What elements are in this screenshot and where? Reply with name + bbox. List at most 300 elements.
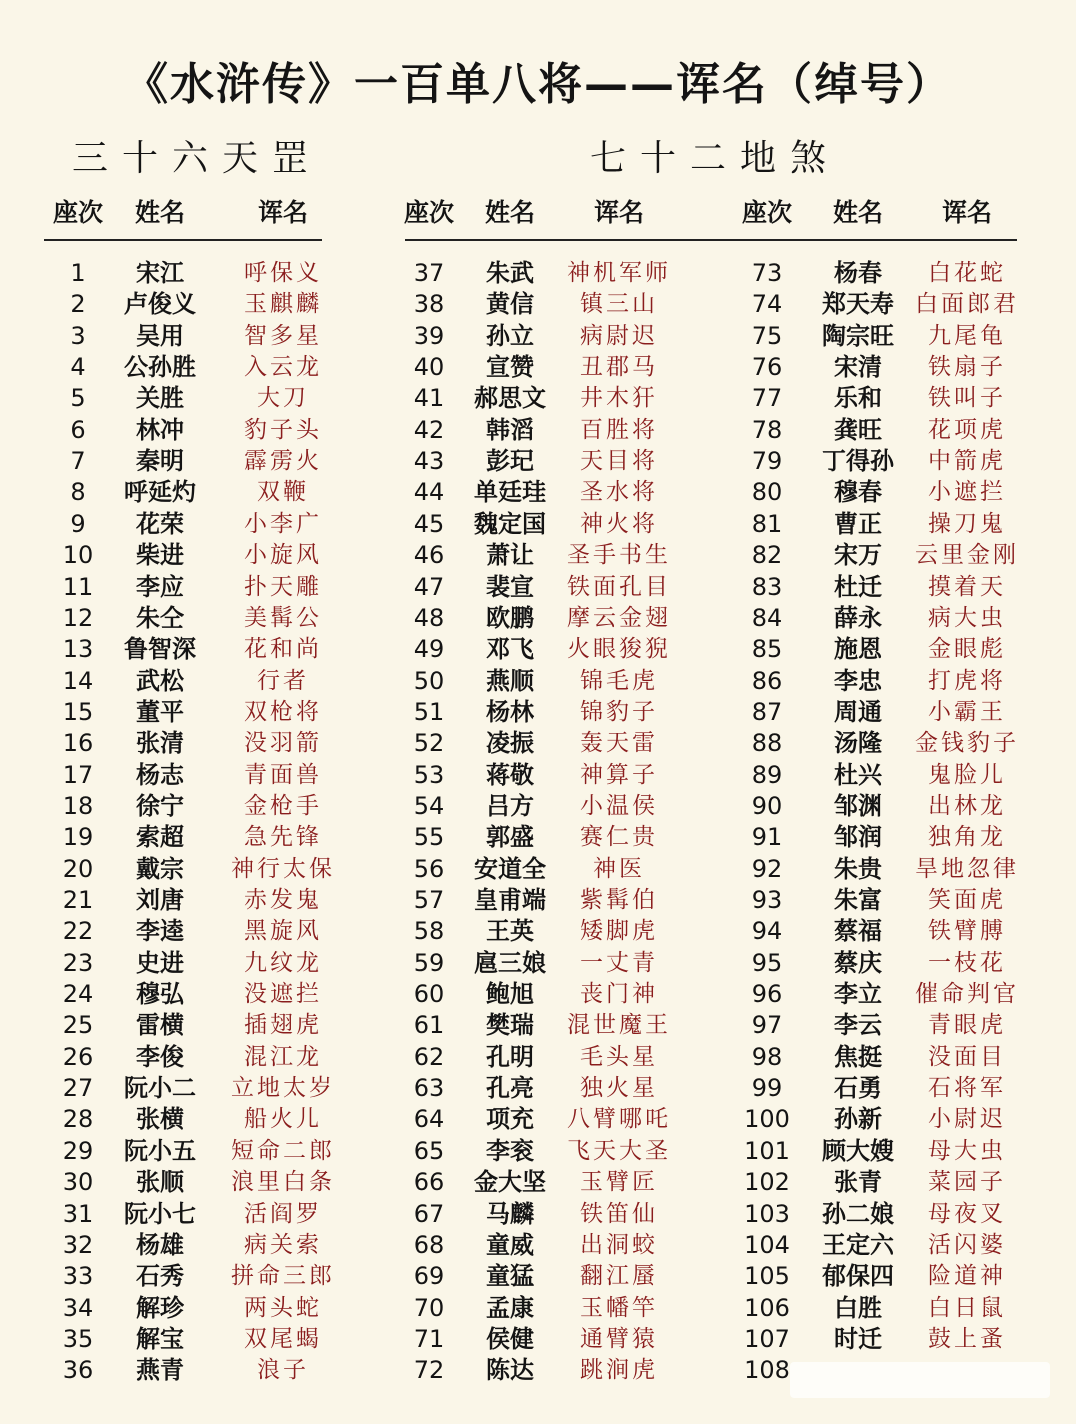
seat-number: 70 (413, 1293, 445, 1322)
hero-nickname: 独火星 (580, 1075, 658, 1102)
hero-name: 薛永 (834, 603, 882, 632)
seat-number: 36 (62, 1356, 94, 1385)
seat-number: 80 (751, 478, 783, 507)
seat-number: 79 (751, 447, 783, 476)
seat-number: 61 (413, 1011, 445, 1040)
hero-name: 索超 (136, 823, 184, 852)
seat-number: 4 (70, 353, 86, 382)
hero-nickname: 跳涧虎 (580, 1357, 658, 1384)
seat-number: 9 (70, 509, 86, 538)
hero-nickname: 金钱豹子 (915, 730, 1019, 757)
hero-name: 秦明 (136, 447, 184, 476)
hero-nickname: 活闪婆 (928, 1231, 1006, 1258)
hero-nickname: 小温侯 (580, 792, 658, 819)
hero-nickname: 小李广 (244, 510, 322, 537)
hero-nickname: 扑天雕 (244, 573, 322, 600)
seat-number: 60 (413, 980, 445, 1009)
hero-nickname: 呼保义 (244, 260, 322, 286)
hero-nickname: 丑郡马 (580, 354, 658, 381)
seat-number: 30 (62, 1168, 94, 1197)
hero-name: 李立 (834, 980, 882, 1009)
hero-name: 王定六 (822, 1230, 894, 1259)
hero-nickname: 浪子 (257, 1357, 309, 1384)
hero-nickname: 神算子 (580, 761, 658, 788)
seat-number: 32 (62, 1230, 94, 1259)
seat-number: 71 (413, 1324, 445, 1353)
seat-number: 15 (62, 697, 94, 726)
hero-name: 张清 (136, 729, 184, 758)
hero-name: 李衮 (486, 1136, 534, 1165)
hero-nickname: 短命二郎 (231, 1137, 335, 1164)
hero-name: 杨林 (486, 697, 534, 726)
hero-nickname: 紫髯伯 (580, 887, 658, 913)
hero-name: 公孙胜 (124, 353, 196, 382)
seat-number: 46 (413, 541, 445, 570)
seat-number: 2 (70, 290, 86, 319)
seat-number: 22 (62, 917, 94, 946)
seat-number: 33 (62, 1262, 94, 1291)
seat-number: 10 (62, 541, 94, 570)
hero-nickname: 云里金刚 (915, 542, 1019, 569)
hero-nickname: 铁扇子 (928, 354, 1006, 381)
hero-nickname: 金枪手 (244, 792, 322, 819)
seat-number: 108 (744, 1356, 790, 1385)
hero-name: 蔡福 (834, 917, 882, 946)
hero-name: 孙新 (834, 1105, 882, 1134)
hero-nickname: 飞天大圣 (567, 1137, 671, 1164)
seat-number: 47 (413, 572, 445, 601)
seat-number: 77 (751, 384, 783, 413)
hero-name: 呼延灼 (124, 478, 196, 507)
seat-number: 28 (62, 1105, 94, 1134)
hero-nickname: 打虎将 (928, 667, 1006, 694)
hero-nickname: 中箭虎 (928, 448, 1006, 475)
hero-name: 郑天寿 (822, 290, 894, 319)
hero-name: 孔明 (486, 1042, 534, 1071)
seat-number: 38 (413, 290, 445, 319)
seat-number: 3 (70, 321, 86, 350)
seat-number: 5 (70, 384, 86, 413)
seat-number: 45 (413, 509, 445, 538)
seat-number: 16 (62, 729, 94, 758)
hero-nickname: 旱地忽律 (915, 855, 1019, 882)
hero-name: 陈达 (486, 1356, 534, 1385)
hero-nickname: 病关索 (244, 1231, 322, 1258)
seat-number: 85 (751, 635, 783, 664)
hero-name: 金大坚 (474, 1168, 546, 1197)
hero-name: 萧让 (486, 541, 534, 570)
hero-name: 焦挺 (834, 1042, 882, 1071)
hero-nickname: 催命判官 (915, 981, 1019, 1008)
seat-number: 76 (751, 353, 783, 382)
hero-name: 郁保四 (822, 1262, 894, 1291)
seat-number: 56 (413, 854, 445, 883)
hero-name: 邓飞 (486, 635, 534, 664)
hero-name: 李逵 (136, 917, 184, 946)
hero-name: 白胜 (834, 1293, 882, 1322)
hero-nickname: 丧门神 (580, 981, 658, 1008)
header-seat: 座次 (52, 198, 104, 227)
seat-number: 65 (413, 1136, 445, 1165)
hero-nickname: 通臂猿 (580, 1325, 658, 1352)
hero-nickname: 锦毛虎 (580, 667, 658, 694)
watermark-overlay (790, 1362, 1050, 1398)
hero-nickname: 神行太保 (231, 855, 335, 882)
page-title: 《水浒传》一百单八将——诨名（绰号） (124, 59, 952, 110)
hero-nickname: 没面目 (928, 1043, 1006, 1070)
hero-name: 阮小七 (124, 1199, 196, 1228)
hero-name: 周通 (834, 697, 882, 726)
hero-nickname: 母夜叉 (928, 1200, 1006, 1227)
seat-number: 63 (413, 1074, 445, 1103)
hero-name: 顾大嫂 (822, 1136, 894, 1165)
hero-name: 杨雄 (136, 1230, 184, 1259)
hero-name: 凌振 (486, 729, 534, 758)
hero-name: 韩滔 (486, 415, 534, 444)
seat-number: 39 (413, 321, 445, 350)
hero-name: 安道全 (474, 854, 546, 883)
hero-name: 李应 (136, 572, 184, 601)
seat-number: 44 (413, 478, 445, 507)
hero-name: 吴用 (136, 321, 184, 350)
hero-nickname: 独角龙 (928, 824, 1006, 851)
hero-nickname: 黑旋风 (244, 918, 322, 945)
hero-nickname: 轰天雷 (580, 730, 658, 757)
hero-name: 解珍 (136, 1293, 184, 1322)
header-seat: 座次 (403, 198, 455, 227)
hero-name: 樊瑞 (486, 1011, 534, 1040)
seat-number: 95 (751, 948, 783, 977)
hero-nickname: 摩云金翅 (567, 604, 671, 631)
seat-number: 40 (413, 353, 445, 382)
hero-name: 李忠 (834, 666, 882, 695)
seat-number: 7 (70, 447, 86, 476)
hero-name: 汤隆 (834, 729, 882, 758)
header-divider-right (405, 239, 1017, 241)
hero-nickname: 铁叫子 (928, 385, 1006, 412)
section-heading-tiangang: 三十六天罡 (72, 138, 323, 179)
seat-number: 21 (62, 886, 94, 914)
hero-name: 龚旺 (834, 415, 882, 444)
seat-number: 99 (751, 1074, 783, 1103)
hero-name: 杜迁 (834, 572, 882, 601)
hero-nickname: 天目将 (580, 448, 658, 475)
hero-name: 曹正 (834, 509, 882, 538)
seat-number: 57 (413, 886, 445, 914)
hero-nickname: 笑面虎 (928, 887, 1006, 913)
seat-number: 49 (413, 635, 445, 664)
seat-number: 97 (751, 1011, 783, 1040)
seat-number: 74 (751, 290, 783, 319)
hero-nickname: 圣手书生 (567, 542, 671, 569)
hero-nickname: 鬼脸儿 (928, 761, 1006, 788)
seat-number: 41 (413, 384, 445, 413)
hero-nickname: 玉幡竿 (580, 1294, 658, 1321)
hero-nickname: 病大虫 (928, 604, 1006, 631)
hero-name: 鲁智深 (124, 635, 196, 664)
seat-number: 96 (751, 980, 783, 1009)
hero-nickname: 小尉迟 (928, 1106, 1006, 1133)
hero-nickname: 一丈青 (580, 949, 658, 976)
seat-number: 98 (751, 1042, 783, 1071)
hero-name: 孙立 (486, 321, 534, 350)
hero-nickname: 花和尚 (244, 636, 322, 663)
hero-nickname: 没遮拦 (244, 981, 322, 1008)
hero-name: 穆春 (834, 478, 882, 507)
seat-number: 102 (744, 1168, 790, 1197)
seat-number: 52 (413, 729, 445, 758)
hero-name: 史进 (136, 948, 184, 977)
hero-nickname: 拼命三郎 (231, 1263, 335, 1290)
seat-number: 69 (413, 1262, 445, 1291)
hero-name: 石秀 (136, 1262, 184, 1291)
hero-name: 花荣 (136, 509, 184, 538)
hero-nickname: 双尾蝎 (244, 1325, 322, 1352)
hero-name: 宋江 (136, 259, 184, 287)
seat-number: 84 (751, 603, 783, 632)
hero-name: 郝思文 (474, 384, 546, 413)
hero-nickname: 摸着天 (928, 573, 1006, 600)
hero-name: 魏定国 (474, 509, 546, 538)
seat-number: 104 (744, 1230, 790, 1259)
hero-nickname: 一枝花 (928, 949, 1006, 976)
header-seat: 座次 (741, 198, 793, 227)
seat-number: 37 (413, 259, 445, 287)
seat-number: 81 (751, 509, 783, 538)
hero-name: 童威 (486, 1230, 534, 1259)
seat-number: 89 (751, 760, 783, 789)
seat-number: 78 (751, 415, 783, 444)
hero-nickname: 赤发鬼 (244, 887, 322, 913)
hero-nickname: 花项虎 (928, 416, 1006, 443)
hero-nickname: 小霸王 (928, 698, 1006, 725)
seat-number: 25 (62, 1011, 94, 1040)
seat-number: 12 (62, 603, 94, 632)
hero-nickname: 圣水将 (580, 479, 658, 506)
seat-number: 72 (413, 1356, 445, 1385)
hero-nickname: 铁面孔目 (567, 573, 671, 600)
hero-nickname: 八臂哪吒 (567, 1106, 671, 1133)
hero-nickname: 插翅虎 (244, 1012, 322, 1039)
hero-nickname: 神火将 (580, 510, 658, 537)
hero-name: 邹润 (834, 823, 882, 852)
header-name: 姓名 (832, 198, 884, 227)
seat-number: 105 (744, 1262, 790, 1291)
hero-nickname: 混世魔王 (567, 1012, 671, 1039)
seat-number: 92 (751, 854, 783, 883)
hero-name: 徐宁 (136, 791, 184, 820)
hero-name: 林冲 (136, 415, 184, 444)
seat-number: 11 (62, 572, 94, 601)
hero-nickname: 小遮拦 (928, 479, 1006, 506)
hero-nickname: 玉臂匠 (580, 1169, 658, 1196)
hero-nickname: 立地太岁 (231, 1075, 335, 1102)
hero-name: 童猛 (486, 1262, 534, 1291)
hero-name: 燕顺 (486, 666, 534, 695)
hero-nickname: 锦豹子 (580, 698, 658, 725)
hero-name: 阮小五 (124, 1136, 196, 1165)
hero-nickname: 翻江蜃 (580, 1263, 658, 1290)
hero-name: 项充 (486, 1105, 534, 1134)
hero-name: 武松 (136, 666, 184, 695)
hero-name: 杨春 (834, 259, 882, 287)
seat-number: 27 (62, 1074, 94, 1103)
header-nickname: 诨名 (257, 198, 309, 227)
hero-nickname: 毛头星 (580, 1043, 658, 1070)
hero-name: 张顺 (136, 1168, 184, 1197)
hero-name: 朱富 (834, 886, 882, 914)
hero-nickname: 鼓上蚤 (928, 1325, 1006, 1352)
hero-nickname: 井木犴 (580, 385, 658, 412)
hero-nickname: 出林龙 (928, 792, 1006, 819)
hero-name: 彭玘 (486, 447, 534, 476)
seat-number: 103 (744, 1199, 790, 1228)
seat-number: 64 (413, 1105, 445, 1134)
hero-nickname: 美髯公 (244, 604, 322, 631)
seat-number: 43 (413, 447, 445, 476)
seat-number: 34 (62, 1293, 94, 1322)
seat-number: 101 (744, 1136, 790, 1165)
hero-name: 燕青 (136, 1356, 184, 1385)
hero-name: 李俊 (136, 1042, 184, 1071)
seat-number: 62 (413, 1042, 445, 1071)
hero-nickname: 石将军 (928, 1075, 1006, 1102)
hero-nickname: 铁笛仙 (580, 1200, 658, 1227)
hero-nickname: 急先锋 (244, 824, 322, 851)
hero-name: 解宝 (136, 1324, 184, 1353)
hero-name: 鲍旭 (486, 980, 534, 1009)
seat-number: 106 (744, 1293, 790, 1322)
hero-nickname: 火眼狻猊 (567, 636, 671, 663)
header-nickname: 诨名 (941, 198, 993, 227)
hero-name: 马麟 (486, 1199, 534, 1228)
seat-number: 19 (62, 823, 94, 852)
hero-name: 张横 (136, 1105, 184, 1134)
seat-number: 53 (413, 760, 445, 789)
hero-nickname: 活阎罗 (244, 1200, 322, 1227)
seat-number: 14 (62, 666, 94, 695)
seat-number: 31 (62, 1199, 94, 1228)
seat-number: 73 (751, 259, 783, 287)
hero-name: 卢俊义 (124, 290, 196, 319)
seat-number: 83 (751, 572, 783, 601)
seat-number: 42 (413, 415, 445, 444)
hero-name: 董平 (136, 697, 184, 726)
seat-number: 100 (744, 1105, 790, 1134)
hero-name: 宣赞 (486, 353, 534, 382)
hero-nickname: 行者 (257, 667, 309, 694)
hero-name: 宋清 (834, 353, 882, 382)
hero-nickname: 母大虫 (928, 1137, 1006, 1164)
hero-name: 施恩 (834, 635, 882, 664)
hero-nickname: 白面郎君 (915, 291, 1019, 318)
header-divider-left (44, 239, 322, 241)
hero-name: 朱武 (486, 259, 534, 287)
seat-number: 8 (70, 478, 86, 507)
hero-nickname: 入云龙 (244, 354, 322, 381)
hero-nickname: 神机军师 (567, 260, 671, 286)
hero-name: 邹渊 (834, 791, 882, 820)
hero-nickname: 铁臂膊 (928, 918, 1006, 945)
hero-name: 雷横 (136, 1011, 184, 1040)
hero-name: 扈三娘 (474, 948, 546, 977)
hero-nickname: 菜园子 (928, 1169, 1006, 1196)
hero-name: 蒋敬 (486, 760, 534, 789)
hero-name: 朱仝 (136, 603, 184, 632)
seat-number: 88 (751, 729, 783, 758)
hero-name: 孙二娘 (822, 1199, 894, 1228)
hero-name: 陶宗旺 (822, 321, 894, 350)
hero-nickname: 没羽箭 (244, 730, 322, 757)
seat-number: 26 (62, 1042, 94, 1071)
seat-number: 75 (751, 321, 783, 350)
hero-nickname: 青眼虎 (928, 1012, 1006, 1039)
hero-nickname: 智多星 (244, 322, 322, 349)
hero-nickname: 小旋风 (244, 542, 322, 569)
seat-number: 91 (751, 823, 783, 852)
hero-name: 石勇 (834, 1074, 882, 1103)
hero-name: 戴宗 (136, 854, 184, 883)
seat-number: 13 (62, 635, 94, 664)
seat-number: 68 (413, 1230, 445, 1259)
hero-name: 刘唐 (136, 886, 184, 914)
seat-number: 67 (413, 1199, 445, 1228)
hero-name: 柴进 (136, 541, 184, 570)
seat-number: 87 (751, 697, 783, 726)
header-name: 姓名 (134, 198, 186, 227)
seat-number: 18 (62, 791, 94, 820)
header-nickname: 诨名 (593, 198, 645, 227)
hero-name: 乐和 (834, 384, 882, 413)
hero-name: 张青 (834, 1168, 882, 1197)
seat-number: 94 (751, 917, 783, 946)
hero-nickname: 豹子头 (244, 416, 322, 443)
hero-nickname: 神医 (593, 855, 645, 882)
seat-number: 55 (413, 823, 445, 852)
hero-nickname: 操刀鬼 (928, 510, 1006, 537)
hero-name: 杜兴 (834, 760, 882, 789)
hero-nickname: 双鞭 (257, 479, 309, 506)
hero-nickname: 镇三山 (580, 291, 658, 318)
seat-number: 48 (413, 603, 445, 632)
hero-nickname: 赛仁贵 (580, 824, 658, 851)
hero-nickname: 玉麒麟 (244, 291, 322, 318)
hero-name: 阮小二 (124, 1074, 196, 1103)
hero-name: 王英 (486, 917, 534, 946)
hero-name: 皇甫端 (474, 886, 546, 914)
seat-number: 29 (62, 1136, 94, 1165)
hero-name: 丁得孙 (822, 447, 894, 476)
seat-number: 90 (751, 791, 783, 820)
section-heading-disha: 七十二地煞 (590, 138, 841, 179)
hero-name: 裴宣 (486, 572, 534, 601)
header-name: 姓名 (484, 198, 536, 227)
hero-nickname: 霹雳火 (244, 448, 322, 475)
seat-number: 107 (744, 1324, 790, 1353)
hero-nickname: 大刀 (257, 385, 309, 412)
hero-nickname: 险道神 (928, 1263, 1006, 1290)
hero-nickname: 病尉迟 (580, 322, 658, 349)
hero-nickname: 两头蛇 (244, 1294, 322, 1321)
hero-name: 蔡庆 (834, 948, 882, 977)
hero-name: 孟康 (486, 1293, 534, 1322)
hero-name: 黄信 (486, 290, 534, 319)
hero-name: 朱贵 (834, 854, 882, 883)
hero-name: 时迁 (834, 1324, 882, 1353)
seat-number: 20 (62, 854, 94, 883)
seat-number: 6 (70, 415, 86, 444)
hero-name: 单廷珪 (474, 478, 546, 507)
